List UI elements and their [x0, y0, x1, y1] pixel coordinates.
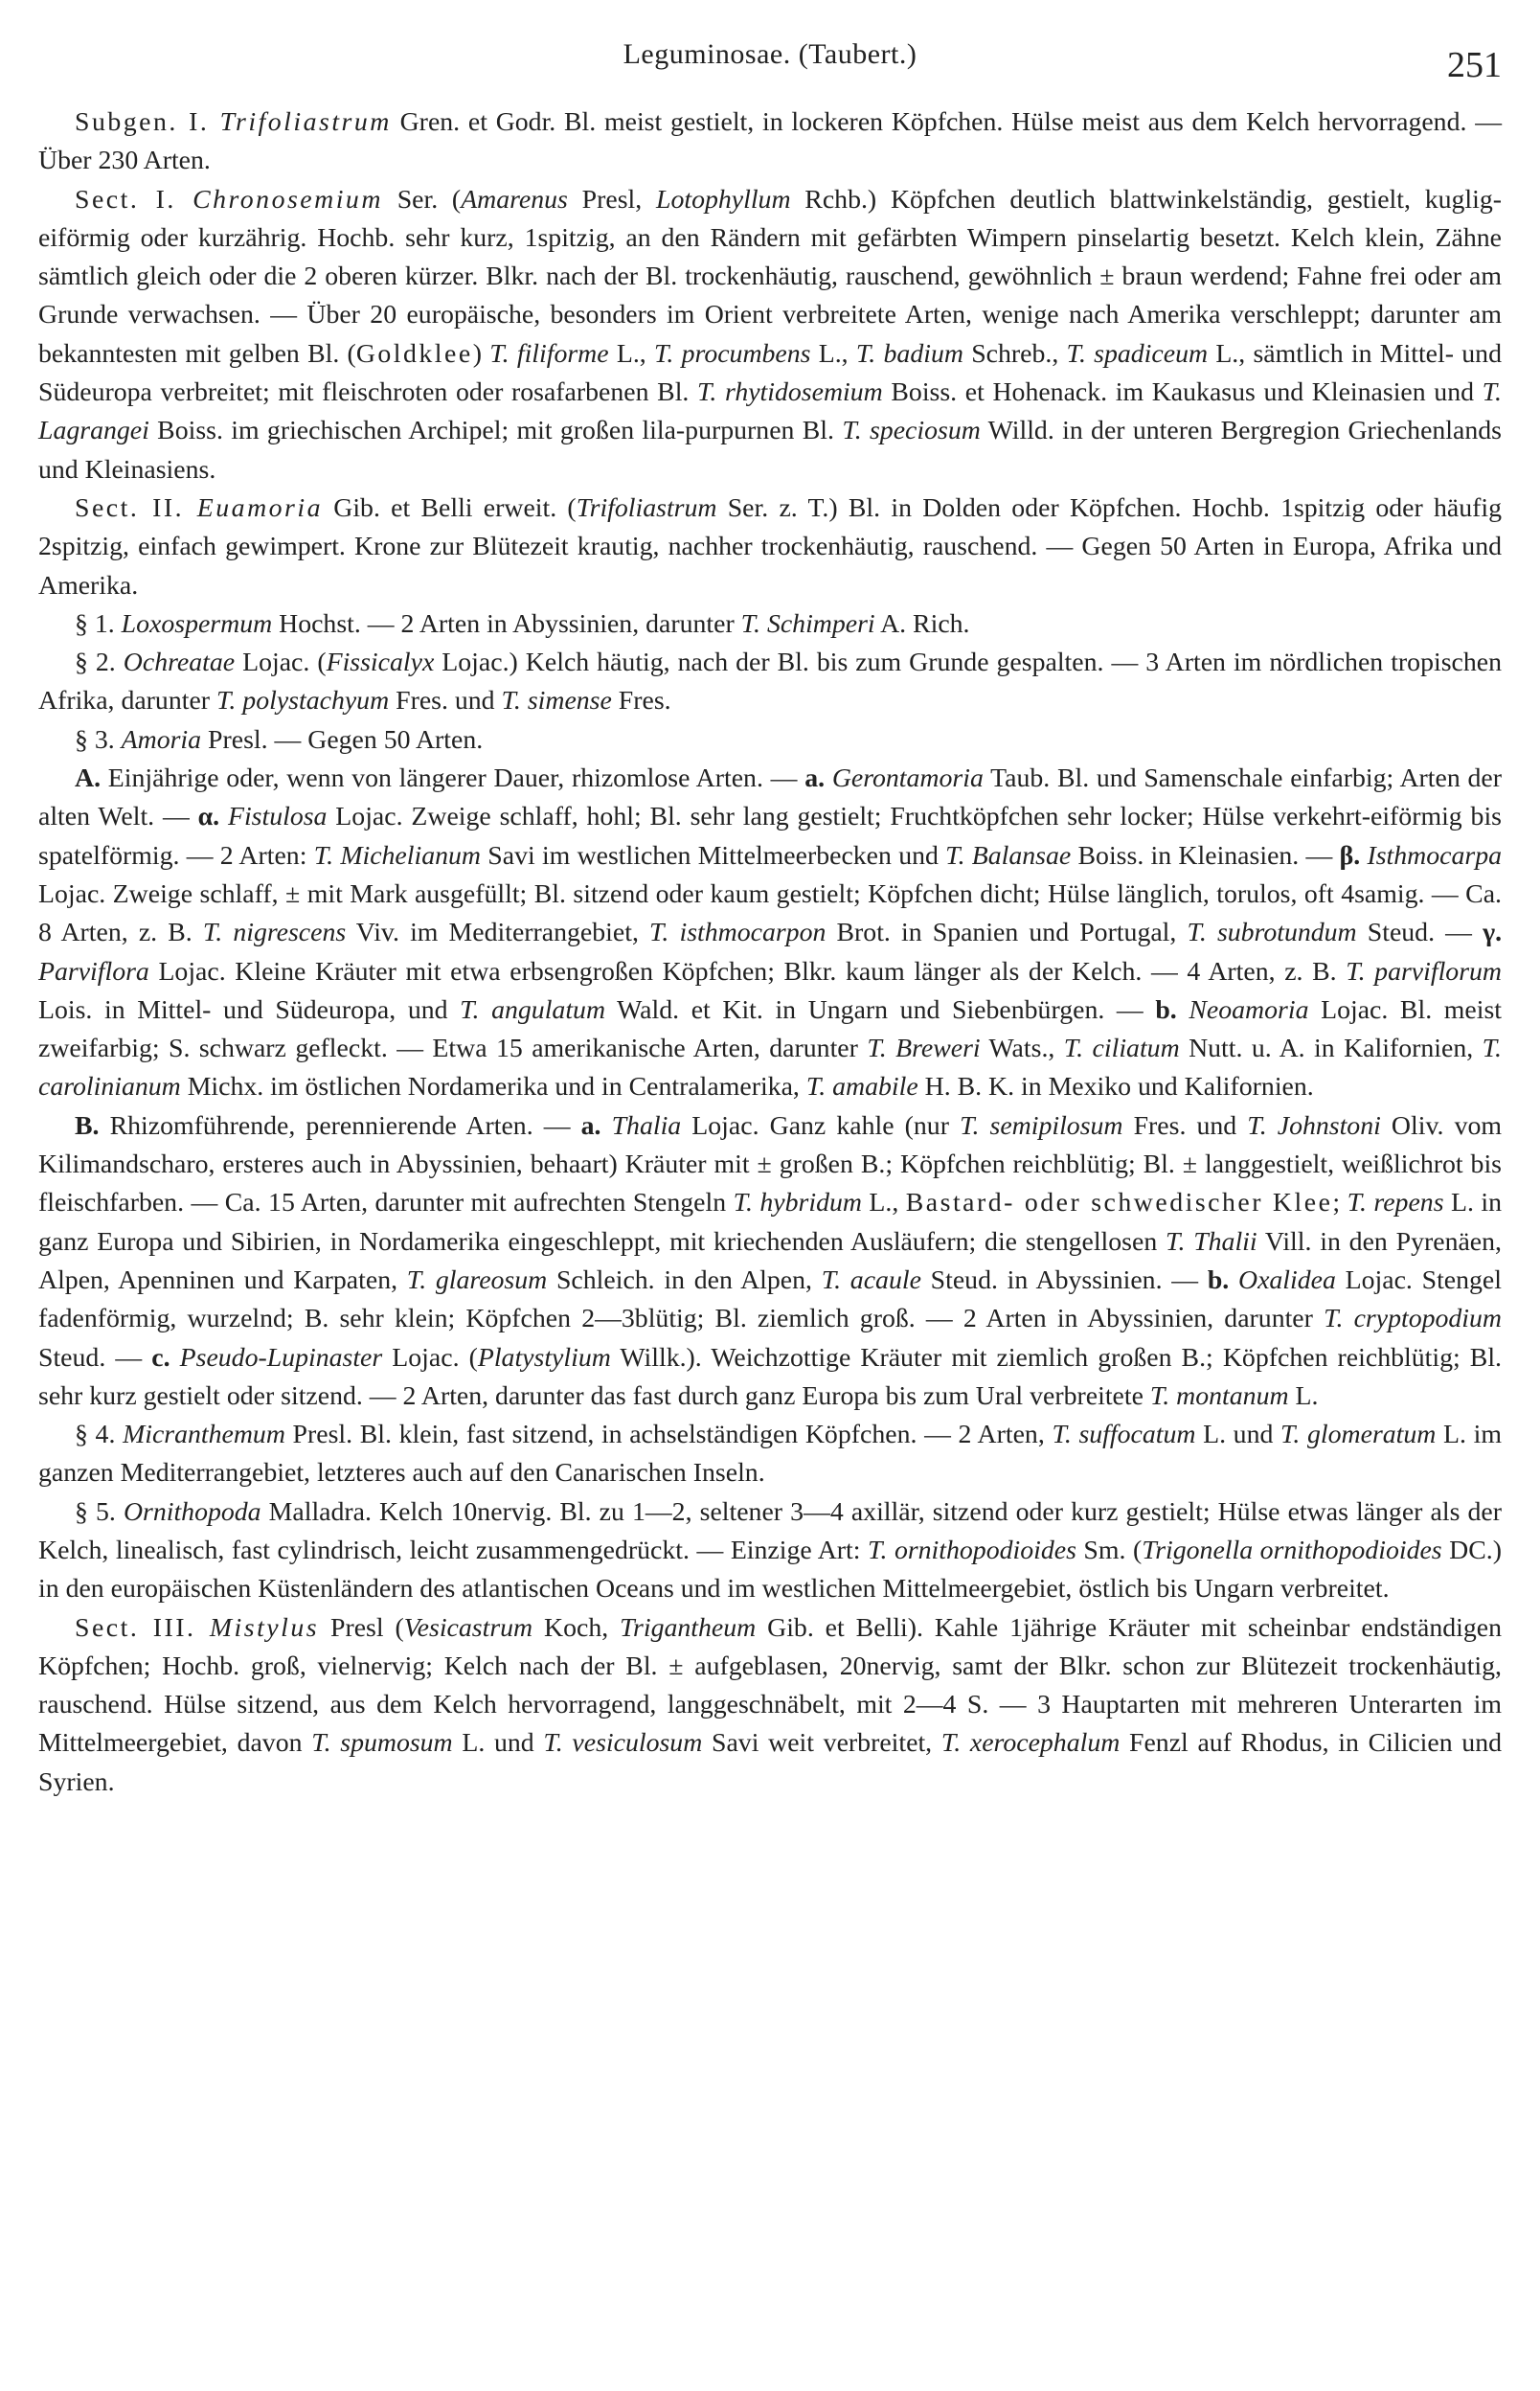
text-run: § 2. — [75, 648, 124, 678]
italic-text: Lotophyllum — [655, 184, 791, 215]
italic-text: T. filiforme — [489, 338, 609, 369]
text-run: Fres. und — [389, 686, 502, 717]
text-run: ) — [472, 338, 490, 369]
text-run: Steud. in Abyssinien. — — [920, 1264, 1208, 1295]
text-run: Lojac. Zweige schlaff, ± mit Mark ausgefüllt; Bl. sitzend oder kaum gestielt; Köpfchen dicht; Hülse länglich, torulos, oft 4samig. — Ca. 8 Arten, z. B. — [38, 878, 1502, 948]
text-run: Presl. Bl. klein, fast sitzend, in achselständigen Köpfchen. — 2 Arten, — [284, 1420, 1053, 1450]
italic-text: T. ciliatum — [1063, 1034, 1180, 1064]
text-run: Presl. — Gegen 50 Arten. — [201, 724, 484, 755]
italic-text: T. hybridum — [733, 1188, 862, 1218]
paragraph-par-3 — [38, 721, 1502, 760]
italic-text: Gerontamoria — [831, 763, 984, 794]
text-run: Malladra. Kelch 10nervig. Bl. zu 1—2, seltener 3—4 axillär, sitzend oder kurz gestielt; Hülse etwas länger als der Kelch, linealisch, fast cylindrisch, leicht zusammengedrückt. — Einzige Art: — [38, 1496, 1502, 1565]
text-run: L., — [810, 338, 856, 369]
italic-text: Micranthemum — [123, 1420, 285, 1450]
italic-text: T. procumbens — [654, 338, 811, 369]
text-run: Willd. in der unteren Bergregion Griechenlands und Kleinasiens. — [38, 416, 1502, 485]
text-run: Oliv. vom Kilimandscharo, ersteres auch in Abyssinien, behaart) Kräuter mit ± großen B.; Köpfchen reichblütig; Bl. ± langgestielt, weißlichrot bis fleischfarben. — Ca. 15 Arten, darunter mit aufrechten Stengeln — [38, 1110, 1503, 1218]
italic-text: Oxalidea — [1238, 1264, 1336, 1295]
text-run: Willk.). Weichzottige Kräuter mit ziemlich großen B.; Köpfchen reichblütig; Bl. sehr kurz gestielt oder sitzend. — 2 Arten, darunter das fast durch ganz Europa bis zum Ural verbreitete — [38, 1342, 1502, 1411]
italic-text: T. angulatum — [460, 994, 606, 1025]
italic-text: T. amabile — [805, 1072, 918, 1103]
text-run: L., sämtlich in Mittel- und Südeuropa verbreitet; mit fleischroten oder rosafarbenen Bl. — [38, 338, 1502, 408]
italic-text: Ornithopoda — [123, 1496, 261, 1527]
text-run: Wats., — [980, 1034, 1064, 1064]
italic-text: T. rhytidosemium — [697, 377, 883, 408]
text-run: Einjährige oder, wenn von längerer Dauer, rhizomlose Arten. — — [101, 763, 805, 794]
text-run: DC.) in den europäischen Küstenländern des atlantischen Oceans und im westlichen Mittelmeergebiet, östlich bis Ungarn verbreitet. — [38, 1535, 1502, 1605]
italic-text: Fissicalyx — [326, 648, 435, 678]
text-run: Fres. — [611, 686, 671, 717]
italic-text: T. glareosum — [406, 1264, 548, 1295]
text-run: ; — [1332, 1188, 1348, 1218]
bold-marker: a. — [580, 1110, 601, 1141]
text-run: § 5. — [75, 1496, 124, 1527]
bold-marker: B. — [75, 1110, 100, 1141]
body-text — [38, 103, 1502, 1802]
bold-marker: c. — [151, 1342, 170, 1373]
page-header — [38, 38, 1502, 86]
spaced-text: Sect. III. — [75, 1612, 210, 1643]
spaced-text: Bastard- oder schwedischer Klee — [905, 1188, 1333, 1218]
text-run: L. — [1288, 1380, 1319, 1411]
bold-marker: b. — [1155, 994, 1177, 1025]
text-run: Ser. ( — [382, 184, 462, 215]
italic-text: T. Johnstoni — [1247, 1110, 1381, 1141]
italic-text: Amarenus — [461, 184, 568, 215]
italic-text: T. subrotundum — [1187, 918, 1357, 948]
italic-text: Isthmocarpa — [1367, 840, 1503, 871]
text-run: Presl ( — [319, 1612, 404, 1643]
spaced-text: Goldklee — [355, 338, 473, 369]
text-run: Lois. in Mittel- und Südeuropa, und — [38, 994, 461, 1025]
italic-text: T. glomeratum — [1280, 1420, 1437, 1450]
text-run: Lojac. Stengel fadenförmig, wurzelnd; B. sehr klein; Köpfchen 2—3blütig; Bl. ziemlich groß. — 2 Arten in Abyssinien, darunter — [38, 1264, 1502, 1334]
text-run: L. und — [452, 1728, 544, 1759]
bold-marker: α. — [197, 802, 220, 832]
text-run: Gib. et Belli erweit. ( — [323, 492, 577, 523]
text-run: Michx. im östlichen Nordamerika und in Centralamerika, — [180, 1072, 806, 1103]
text-run: Presl, — [567, 184, 656, 215]
paragraph-par-1 — [38, 605, 1502, 644]
italic-text: T. cryptopodium — [1324, 1304, 1502, 1334]
text-run: Steud. — — [38, 1342, 152, 1373]
italic-text: Vesicastrum — [403, 1612, 533, 1643]
paragraph-par-4 — [38, 1416, 1502, 1493]
text-run: Savi im westlichen Mittelmeerbecken und — [481, 840, 946, 871]
text-run: Boiss. in Kleinasien. — — [1071, 840, 1340, 871]
spaced-text: Sect. I. — [75, 184, 193, 215]
text-run — [1229, 1265, 1238, 1295]
bold-marker: A. — [75, 763, 102, 794]
text-run: H. B. K. in Mexiko und Kalifornien. — [917, 1072, 1314, 1103]
italic-text: Ochreatae — [123, 648, 236, 678]
paragraph-subgen-1 — [38, 103, 1502, 181]
text-run: Lojac. ( — [382, 1342, 478, 1373]
italic-text: T. semipilosum — [960, 1110, 1123, 1141]
text-run: Ser. z. T.) Bl. in Dolden oder Köpfchen. Hochb. 1spitzig oder häufig 2spitzig, einfach gewimpert. Krone zur Blütezeit krautig, nachher trockenhäutig, rauschend. — Gegen 50 Arten in Europa, Afrika und Amerika. — [38, 492, 1503, 601]
text-run: L. und — [1195, 1420, 1281, 1450]
italic-text: Loxospermum — [121, 608, 273, 639]
text-run: Lojac. ( — [235, 648, 327, 678]
text-run: L. in ganz Europa und Sibirien, in Nordamerika eingeschleppt, mit kriechenden Ausläufern; die stengellosen — [38, 1188, 1502, 1257]
italic-text: Pseudo-Lupinaster — [179, 1342, 383, 1373]
italic-text: Trigonella ornithopodioides — [1142, 1535, 1442, 1565]
italic-text: T. ornithopodioides — [868, 1535, 1076, 1565]
italic-text: T. vesiculosum — [543, 1728, 703, 1759]
text-run: Koch, — [532, 1612, 621, 1643]
text-run: § 1. — [75, 608, 122, 639]
text-run: Schleich. in den Alpen, — [547, 1264, 822, 1295]
text-run: Rhizomführende, perennierende Arten. — — [99, 1110, 581, 1141]
text-run: Sm. ( — [1076, 1535, 1143, 1565]
paragraph-group-a — [38, 760, 1502, 1107]
paragraph-group-b — [38, 1107, 1502, 1416]
text-run: Steud. — — [1356, 918, 1483, 948]
italic-text: Trigantheum — [620, 1612, 757, 1643]
italic-text: T. nigrescens — [202, 918, 347, 948]
text-run: Lojac.) Kelch häutig, nach der Bl. bis zum Grunde gespalten. — 3 Arten im nördlichen tropischen Afrika, darunter — [38, 648, 1502, 717]
text-run: Savi weit verbreitet, — [702, 1728, 941, 1759]
bold-marker: a. — [804, 763, 826, 794]
italic-text: Trifoliastrum — [576, 492, 717, 523]
text-run: Gib. et Belli). Kahle 1jährige Kräuter mit scheinbar endständigen Köpfchen; Hochb. groß, vielnervig; Kelch nach der Bl. ± aufgeblasen, 20nervig, samt der Blkr. schon zur Blütezeit trockenhäutig, rauschend. Hülse sitzend, aus dem Kelch hervorragend, langgeschnäbelt, mit 2—4 S. — 3 Hauptarten mit mehreren Unterarten im Mittelmeergebiet, davon — [38, 1612, 1502, 1759]
text-run: Fenzl auf Rhodus, in Cilicien und Syrien. — [38, 1728, 1502, 1797]
italic-text: Parviflora — [38, 956, 149, 987]
text-run: Brot. in Spanien und Portugal, — [826, 918, 1188, 948]
spaced-italic-text: Chronosemium — [192, 184, 383, 215]
running-head: Leguminosae. (Taubert.) — [623, 38, 917, 70]
paragraph-sect-2 — [38, 490, 1502, 605]
italic-text: T. isthmocarpon — [649, 918, 827, 948]
text-run: Vill. in den Pyrenäen, Alpen, Apenninen und Karpaten, — [38, 1226, 1502, 1295]
spaced-italic-text: Euamoria — [196, 492, 323, 523]
paragraph-par-5 — [38, 1493, 1502, 1609]
text-run: Viv. im Mediterrangebiet, — [346, 918, 650, 948]
paragraph-sect-3 — [38, 1609, 1502, 1802]
text-run: Boiss. im griechischen Archipel; mit großen lila-purpurnen Bl. — [148, 416, 843, 446]
italic-text: Platystylium — [477, 1342, 611, 1373]
italic-text: T. badium — [855, 338, 963, 369]
italic-text: T. speciosum — [842, 416, 981, 446]
text-run: L., — [861, 1188, 906, 1218]
page-number: 251 — [1447, 45, 1502, 85]
text-run: L., — [608, 338, 655, 369]
text-run: Boiss. et Hohenack. im Kaukasus und Kleinasien und — [882, 377, 1483, 408]
paragraph-par-2 — [38, 644, 1502, 721]
text-run — [601, 1111, 612, 1141]
text-run: Rchb.) Köpfchen deutlich blattwinkelständig, gestielt, kuglig-eiförmig oder kurzährig. Hochb. sehr kurz, 1spitzig, an den Rändern mit gefärbten Wimpern pinselartig besetzt. Kelch klein, Zähne sämtlich gleich oder die 2 oberen kürzer. Blkr. nach der Bl. trockenhäutig, rauschend, gewöhnlich ± braun werdend; Fahne frei oder am Grunde verwachsen. — Über 20 europäische, besonders im Orient verbreitete Arten, wenige nach Amerika verschleppt; darunter am bekanntesten mit gelben Bl. ( — [38, 184, 1502, 369]
italic-text: T. spadiceum — [1066, 338, 1209, 369]
text-run — [1177, 995, 1189, 1025]
italic-text: Neoamoria — [1189, 994, 1309, 1025]
italic-text: T. Lagrangei — [38, 377, 1503, 446]
text-run: A. Rich. — [874, 608, 970, 639]
text-run — [170, 1343, 180, 1373]
text-run: L. im ganzen Mediterrangebiet, letzteres auch auf den Canarischen Inseln. — [38, 1420, 1502, 1489]
italic-text: T. simense — [501, 686, 612, 717]
text-run: Lojac. Zweige schlaff, hohl; Bl. sehr lang gestielt; Fruchtköpfchen sehr locker; Hülse verkehrt-eiförmig bis spatelförmig. — 2 Arten: — [38, 802, 1502, 871]
text-run: § 4. — [75, 1420, 124, 1450]
text-run: Hochst. — 2 Arten in Abyssinien, darunter — [272, 608, 741, 639]
italic-text: T. polystachyum — [216, 686, 390, 717]
text-run: Lojac. Ganz kahle (nur — [681, 1110, 961, 1141]
text-run: Nutt. u. A. in Kalifornien, — [1179, 1034, 1483, 1064]
italic-text: T. xerocephalum — [940, 1728, 1121, 1759]
text-run — [825, 763, 832, 793]
document-page — [38, 0, 1502, 2391]
paragraph-sect-1 — [38, 181, 1502, 490]
italic-text: T. repens — [1347, 1188, 1444, 1218]
italic-text: T. Balansae — [945, 840, 1072, 871]
italic-text: T. Thalii — [1166, 1226, 1257, 1257]
italic-text: T. spumosum — [311, 1728, 453, 1759]
text-run: Lojac. Kleine Kräuter mit etwa erbsengroßen Köpfchen; Blkr. kaum länger als der Kelch. — 4 Arten, z. B. — [148, 956, 1347, 987]
text-run: Lojac. Bl. meist zweifarbig; S. schwarz gefleckt. — Etwa 15 amerikanische Arten, darunter — [38, 994, 1502, 1064]
text-run: § 3. — [75, 724, 122, 755]
text-run: Wald. et Kit. in Ungarn und Siebenbürgen. — — [605, 994, 1156, 1025]
italic-text: T. montanum — [1149, 1380, 1289, 1411]
bold-marker: b. — [1207, 1264, 1230, 1295]
text-run: Schreb., — [962, 338, 1067, 369]
spaced-italic-text: Mistylus — [209, 1612, 320, 1643]
text-run: Fres. und — [1122, 1110, 1248, 1141]
spaced-text: Sect. II. — [75, 492, 197, 523]
text-run: Gren. et Godr. Bl. meist gestielt, in lockeren Köpfchen. Hülse meist aus dem Kelch hervorragend. — Über 230 Arten. — [38, 107, 1502, 176]
italic-text: T. Breweri — [867, 1034, 981, 1064]
italic-text: T. carolinianum — [38, 1034, 1502, 1103]
text-run: Taub. Bl. und Samenschale einfarbig; Arten der alten Welt. — — [38, 763, 1502, 832]
italic-text: Fistulosa — [227, 802, 328, 832]
bold-marker: γ. — [1483, 918, 1503, 948]
italic-text: Thalia — [611, 1110, 682, 1141]
italic-text: T. Michelianum — [313, 840, 481, 871]
italic-text: T. Schimperi — [740, 608, 875, 639]
italic-text: Amoria — [121, 724, 202, 755]
text-run — [219, 802, 228, 831]
spaced-text: Subgen. I. — [75, 107, 220, 137]
italic-text: T. acaule — [821, 1264, 921, 1295]
italic-text: T. parviflorum — [1346, 956, 1502, 987]
italic-text: T. suffocatum — [1052, 1420, 1196, 1450]
bold-marker: β. — [1339, 840, 1361, 871]
spaced-italic-text: Trifoliastrum — [219, 107, 392, 137]
